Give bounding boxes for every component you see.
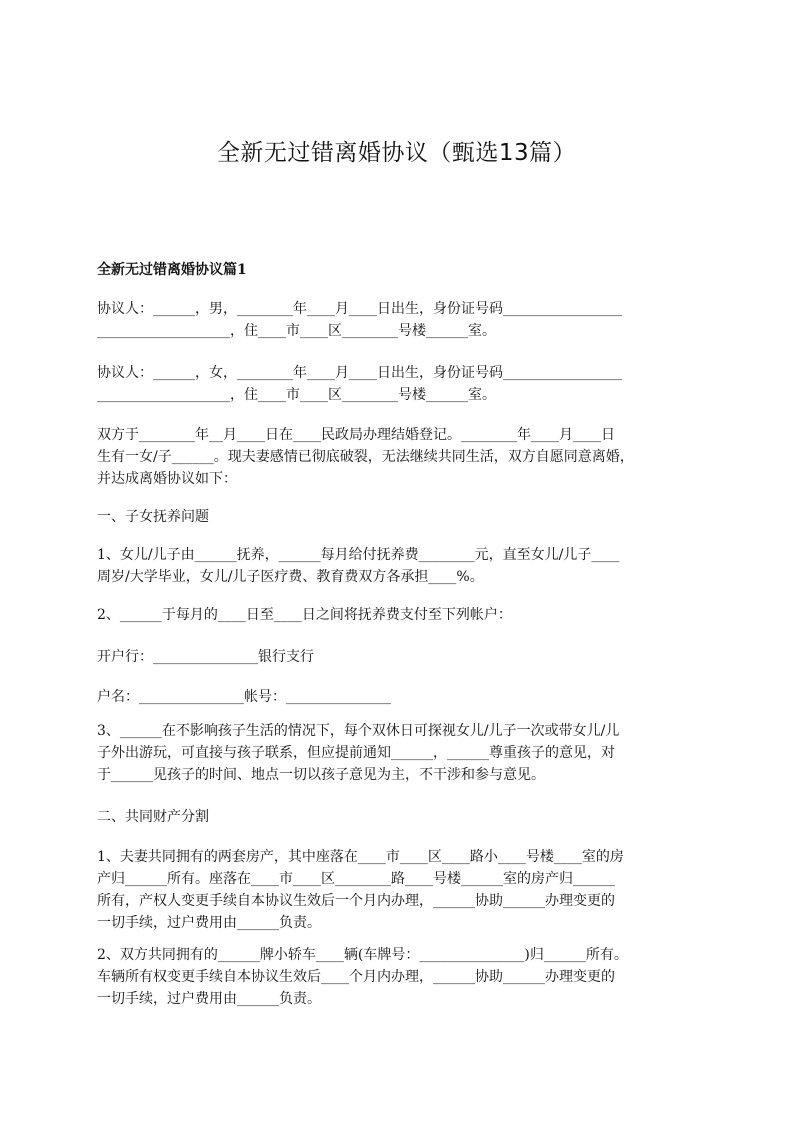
- paragraph-custody-2: [97, 604, 702, 626]
- paragraph-party-2: [97, 362, 702, 406]
- paragraph-party-1: [97, 298, 702, 342]
- text-line: 3、______在不影响孩子生活的情况下，每个双休日可探视女儿/儿子一次或带女儿/儿: [97, 723, 620, 739]
- text-line: 1、夫妻共同拥有的两套房产，其中座落在____市____区____路小____号楼____室的房: [97, 849, 624, 865]
- text-line: 于______见孩子的时间、地点一切以孩子意见为主，不干涉和参与意见。: [97, 767, 545, 783]
- text-line: 协议人：______，男，________年____月____日出生，身份证号码_________________: [97, 301, 622, 317]
- text-line: 并达成离婚协议如下：: [97, 471, 237, 487]
- text-line: 开户行：_______________银行支行: [97, 649, 314, 665]
- heading-property-division: [97, 806, 702, 828]
- text-line: 产归______所有。座落在____市____区________路____号楼______室的房产归______: [97, 871, 615, 887]
- text-line: 2、双方共同拥有的______牌小轿车____辆(车牌号：_______________)归______所有。: [97, 947, 628, 963]
- text-line: 协议人：______，女，________年____月____日出生，身份证号码_________________: [97, 365, 622, 381]
- text-line: ___________________，住____市____区________号楼______室。: [97, 387, 496, 403]
- paragraph-property-1: [97, 846, 702, 934]
- section-heading: 全新无过错离婚协议篇1: [97, 262, 247, 278]
- text-line: 2、______于每月的____日至____日之间将抚养费支付至下列帐户：: [97, 607, 512, 623]
- text-line: 周岁/大学毕业，女儿/儿子医疗费、教育费双方各承担____%。: [97, 569, 484, 585]
- text-line: 户名：_______________帐号：_______________: [97, 689, 391, 705]
- paragraph-account: [97, 686, 702, 708]
- text-line: 二、共同财产分割: [97, 809, 209, 825]
- text-line: 一切手续，过户费用由______负责。: [97, 915, 321, 931]
- heading-child-custody: [97, 506, 702, 528]
- document-title: 全新无过错离婚协议（甄选13篇）: [216, 140, 577, 166]
- text-line: 所有，产权人变更手续自本协议生效后一个月内办理，______协助______办理变更的: [97, 893, 615, 909]
- paragraph-property-2: [97, 944, 702, 1010]
- text-line: 生有一女/子______。现夫妻感情已彻底破裂，无法继续共同生活，双方自愿同意离婚，: [97, 449, 634, 465]
- text-line: 双方于________年__月____日在____民政局办理结婚登记。________年____月____日: [97, 427, 615, 443]
- paragraph-custody-1: [97, 544, 702, 588]
- text-line: 一切手续，过户费用由______负责。: [97, 991, 321, 1007]
- paragraph-marriage-info: [97, 424, 702, 490]
- text-line: 车辆所有权变更手续自本协议生效后____个月内办理，______协助______办理变更的: [97, 969, 615, 985]
- text-line: 1、女儿/儿子由______抚养，______每月给付抚养费________元，直至女儿/儿子____: [97, 547, 620, 563]
- text-line: ___________________，住____市____区________号楼______室。: [97, 323, 496, 339]
- paragraph-custody-3: [97, 720, 702, 786]
- paragraph-bank: [97, 646, 702, 668]
- text-line: 子外出游玩，可直接与孩子联系，但应提前通知______，______尊重孩子的意见，对: [97, 745, 615, 761]
- text-line: 一、子女抚养问题: [97, 509, 209, 525]
